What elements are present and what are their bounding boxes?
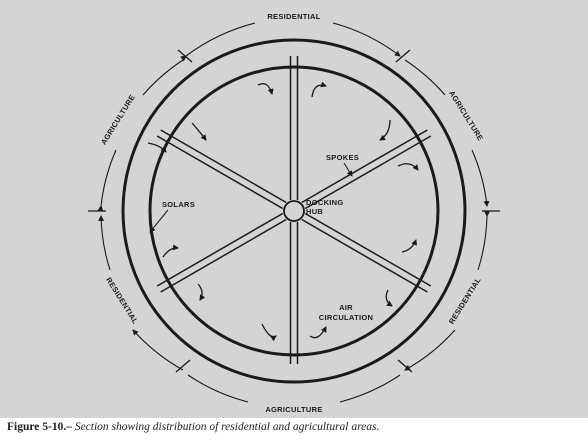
- label-docking: DOCKING: [306, 198, 344, 207]
- air-circulation-arrows: [148, 84, 418, 338]
- label-top-residential: RESIDENTIAL: [267, 12, 321, 21]
- caption-text: Section showing distribution of residential and agricultural areas.: [71, 421, 380, 433]
- figure-caption: [7, 421, 585, 433]
- label-lower-left-residential: RESIDENTIAL: [104, 275, 141, 326]
- label-bottom-agriculture: AGRICULTURE: [265, 405, 323, 414]
- label-upper-left-agriculture: AGRICULTURE: [98, 92, 137, 147]
- caption-label: Figure 5-10.–: [7, 421, 72, 433]
- docking-hub: [284, 201, 304, 221]
- spokes-leader-line: [344, 163, 352, 176]
- label-upper-right-agriculture: AGRICULTURE: [447, 88, 486, 143]
- solars-leader-line: [150, 210, 168, 232]
- label-spokes: SPOKES: [326, 153, 360, 162]
- label-solars: SOLARS: [162, 200, 196, 209]
- label-hub: HUB: [306, 207, 324, 216]
- label-lower-right-residential: RESIDENTIAL: [446, 275, 483, 326]
- label-air: AIR: [339, 303, 353, 312]
- label-circulation: CIRCULATION: [318, 313, 374, 322]
